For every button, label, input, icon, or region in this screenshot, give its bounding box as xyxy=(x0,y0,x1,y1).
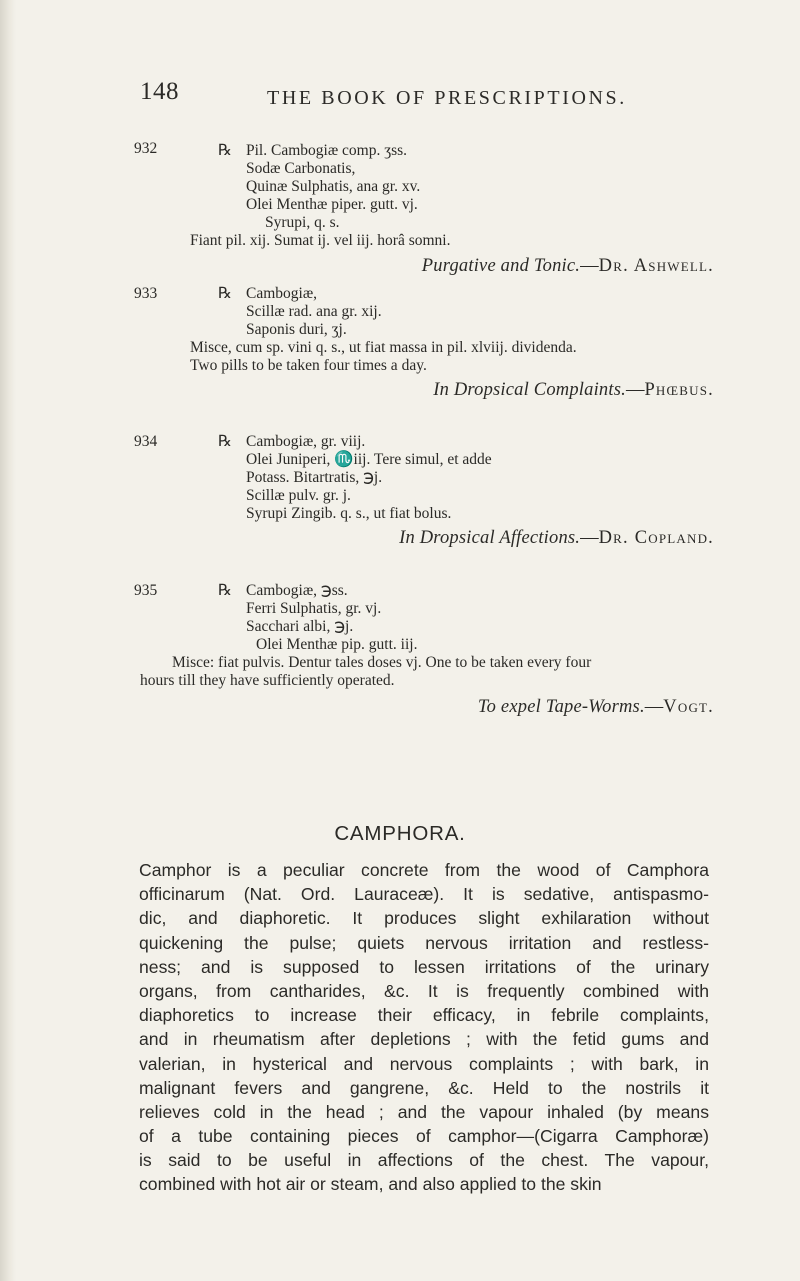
body-line: and in rheumatism after depletions ; with the fetid gums and xyxy=(139,1029,709,1050)
recipe-attribution: In Dropsical Complaints.—Phœbus. xyxy=(433,380,714,400)
attribution-title: Purgative and Tonic. xyxy=(421,256,581,276)
attribution-title: In Dropsical Complaints. xyxy=(433,380,626,400)
recipe-number: 932 xyxy=(134,140,158,157)
recipe-line: Quinæ Sulphatis, ana gr. xv. xyxy=(246,178,421,195)
recipe-symbol: ℞ xyxy=(218,285,232,302)
page-number: 148 xyxy=(140,78,179,105)
recipe-line: Olei Menthæ pip. gutt. iij. xyxy=(256,636,418,653)
body-line: relieves cold in the head ; and the vapour inhaled (by means xyxy=(139,1101,709,1122)
recipe-line: Syrupi, q. s. xyxy=(265,214,340,231)
body-line: combined with hot air or steam, and also applied to the skin xyxy=(139,1174,602,1195)
body-line: organs, from cantharides, &c. It is frequently combined with xyxy=(139,980,709,1001)
recipe-line: Pil. Cambogiæ comp. ʒss. xyxy=(246,142,408,159)
recipe-number: 933 xyxy=(134,285,158,302)
body-line: is said to be useful in affections of the chest. The vapour, xyxy=(139,1150,709,1171)
recipe-line: Syrupi Zingib. q. s., ut fiat bolus. xyxy=(246,505,452,522)
recipe-line: Ferri Sulphatis, gr. vj. xyxy=(246,600,382,617)
recipe-line: Cambogiæ, gr. viij. xyxy=(246,433,366,450)
attribution-author: Dr. Ashwell. xyxy=(598,256,714,276)
recipe-line: Saponis duri, ʒj. xyxy=(246,321,347,338)
recipe-line: Sacchari albi, ℈j. xyxy=(246,618,354,635)
recipe-line: Cambogiæ, xyxy=(246,285,318,302)
recipe-line: Scillæ rad. ana gr. xij. xyxy=(246,303,382,320)
body-line: ness; and is supposed to lessen irritations of the urinary xyxy=(139,956,709,977)
body-line: dic, and diaphoretic. It produces slight exhilaration without xyxy=(139,908,709,929)
section-heading: CAMPHORA. xyxy=(334,822,466,845)
attribution-author: Dr. Copland. xyxy=(598,528,714,548)
recipe-directions: Misce: fiat pulvis. Dentur tales doses vj. One to be taken every four xyxy=(172,654,592,671)
section-body xyxy=(139,858,709,1197)
attribution-title: To expel Tape-Worms. xyxy=(477,697,645,717)
body-line: officinarum (Nat. Ord. Lauraceæ). It is sedative, antispasmo- xyxy=(139,884,709,905)
recipe-line: Cambogiæ, ℈ss. xyxy=(246,582,348,599)
recipe-directions: Misce, cum sp. vini q. s., ut fiat massa in pil. xlviij. dividenda. xyxy=(190,339,577,356)
recipe-line: Potass. Bitartratis, ℈j. xyxy=(246,469,383,486)
recipe-number: 934 xyxy=(134,433,158,450)
recipe-directions: hours till they have sufficiently operated. xyxy=(140,672,395,689)
recipe-attribution: To expel Tape-Worms.—Vogt. xyxy=(477,697,714,717)
recipe-line: Sodæ Carbonatis, xyxy=(246,160,356,177)
page-header xyxy=(140,78,700,118)
recipe-line: Scillæ pulv. gr. j. xyxy=(246,487,351,504)
recipe-attribution: Purgative and Tonic.—Dr. Ashwell. xyxy=(421,256,714,276)
attribution-title: In Dropsical Affections. xyxy=(399,528,581,548)
body-line: quickening the pulse; quiets nervous irritation and restless- xyxy=(139,932,709,953)
recipe-number: 935 xyxy=(134,582,158,599)
body-line: of a tube containing pieces of camphor—(Cigarra Camphoræ) xyxy=(139,1126,709,1147)
recipe-line: Olei Juniperi, ♏iij. Tere simul, et adde xyxy=(246,451,492,468)
body-line: valerian, in hysterical and nervous complaints ; with bark, in xyxy=(139,1053,709,1074)
recipe-line: Olei Menthæ piper. gutt. vj. xyxy=(246,196,418,213)
body-line: Camphor is a peculiar concrete from the wood of Camphora xyxy=(139,860,709,880)
recipe-symbol: ℞ xyxy=(218,582,232,599)
attribution-author: Phœbus. xyxy=(644,380,714,400)
recipe-attribution: In Dropsical Affections.—Dr. Copland. xyxy=(399,528,714,548)
recipe-directions: Fiant pil. xij. Sumat ij. vel iij. horâ somni. xyxy=(190,232,451,249)
recipe-symbol: ℞ xyxy=(218,433,232,450)
recipe-symbol: ℞ xyxy=(218,142,232,159)
running-title: THE BOOK OF PRESCRIPTIONS. xyxy=(267,87,627,109)
body-line: diaphoretics to increase their efficacy, in febrile complaints, xyxy=(139,1005,709,1026)
body-line: malignant fevers and gangrene, &c. Held to the nostrils it xyxy=(139,1077,709,1098)
recipe-directions: Two pills to be taken four times a day. xyxy=(190,357,427,374)
attribution-author: Vogt. xyxy=(663,697,714,717)
